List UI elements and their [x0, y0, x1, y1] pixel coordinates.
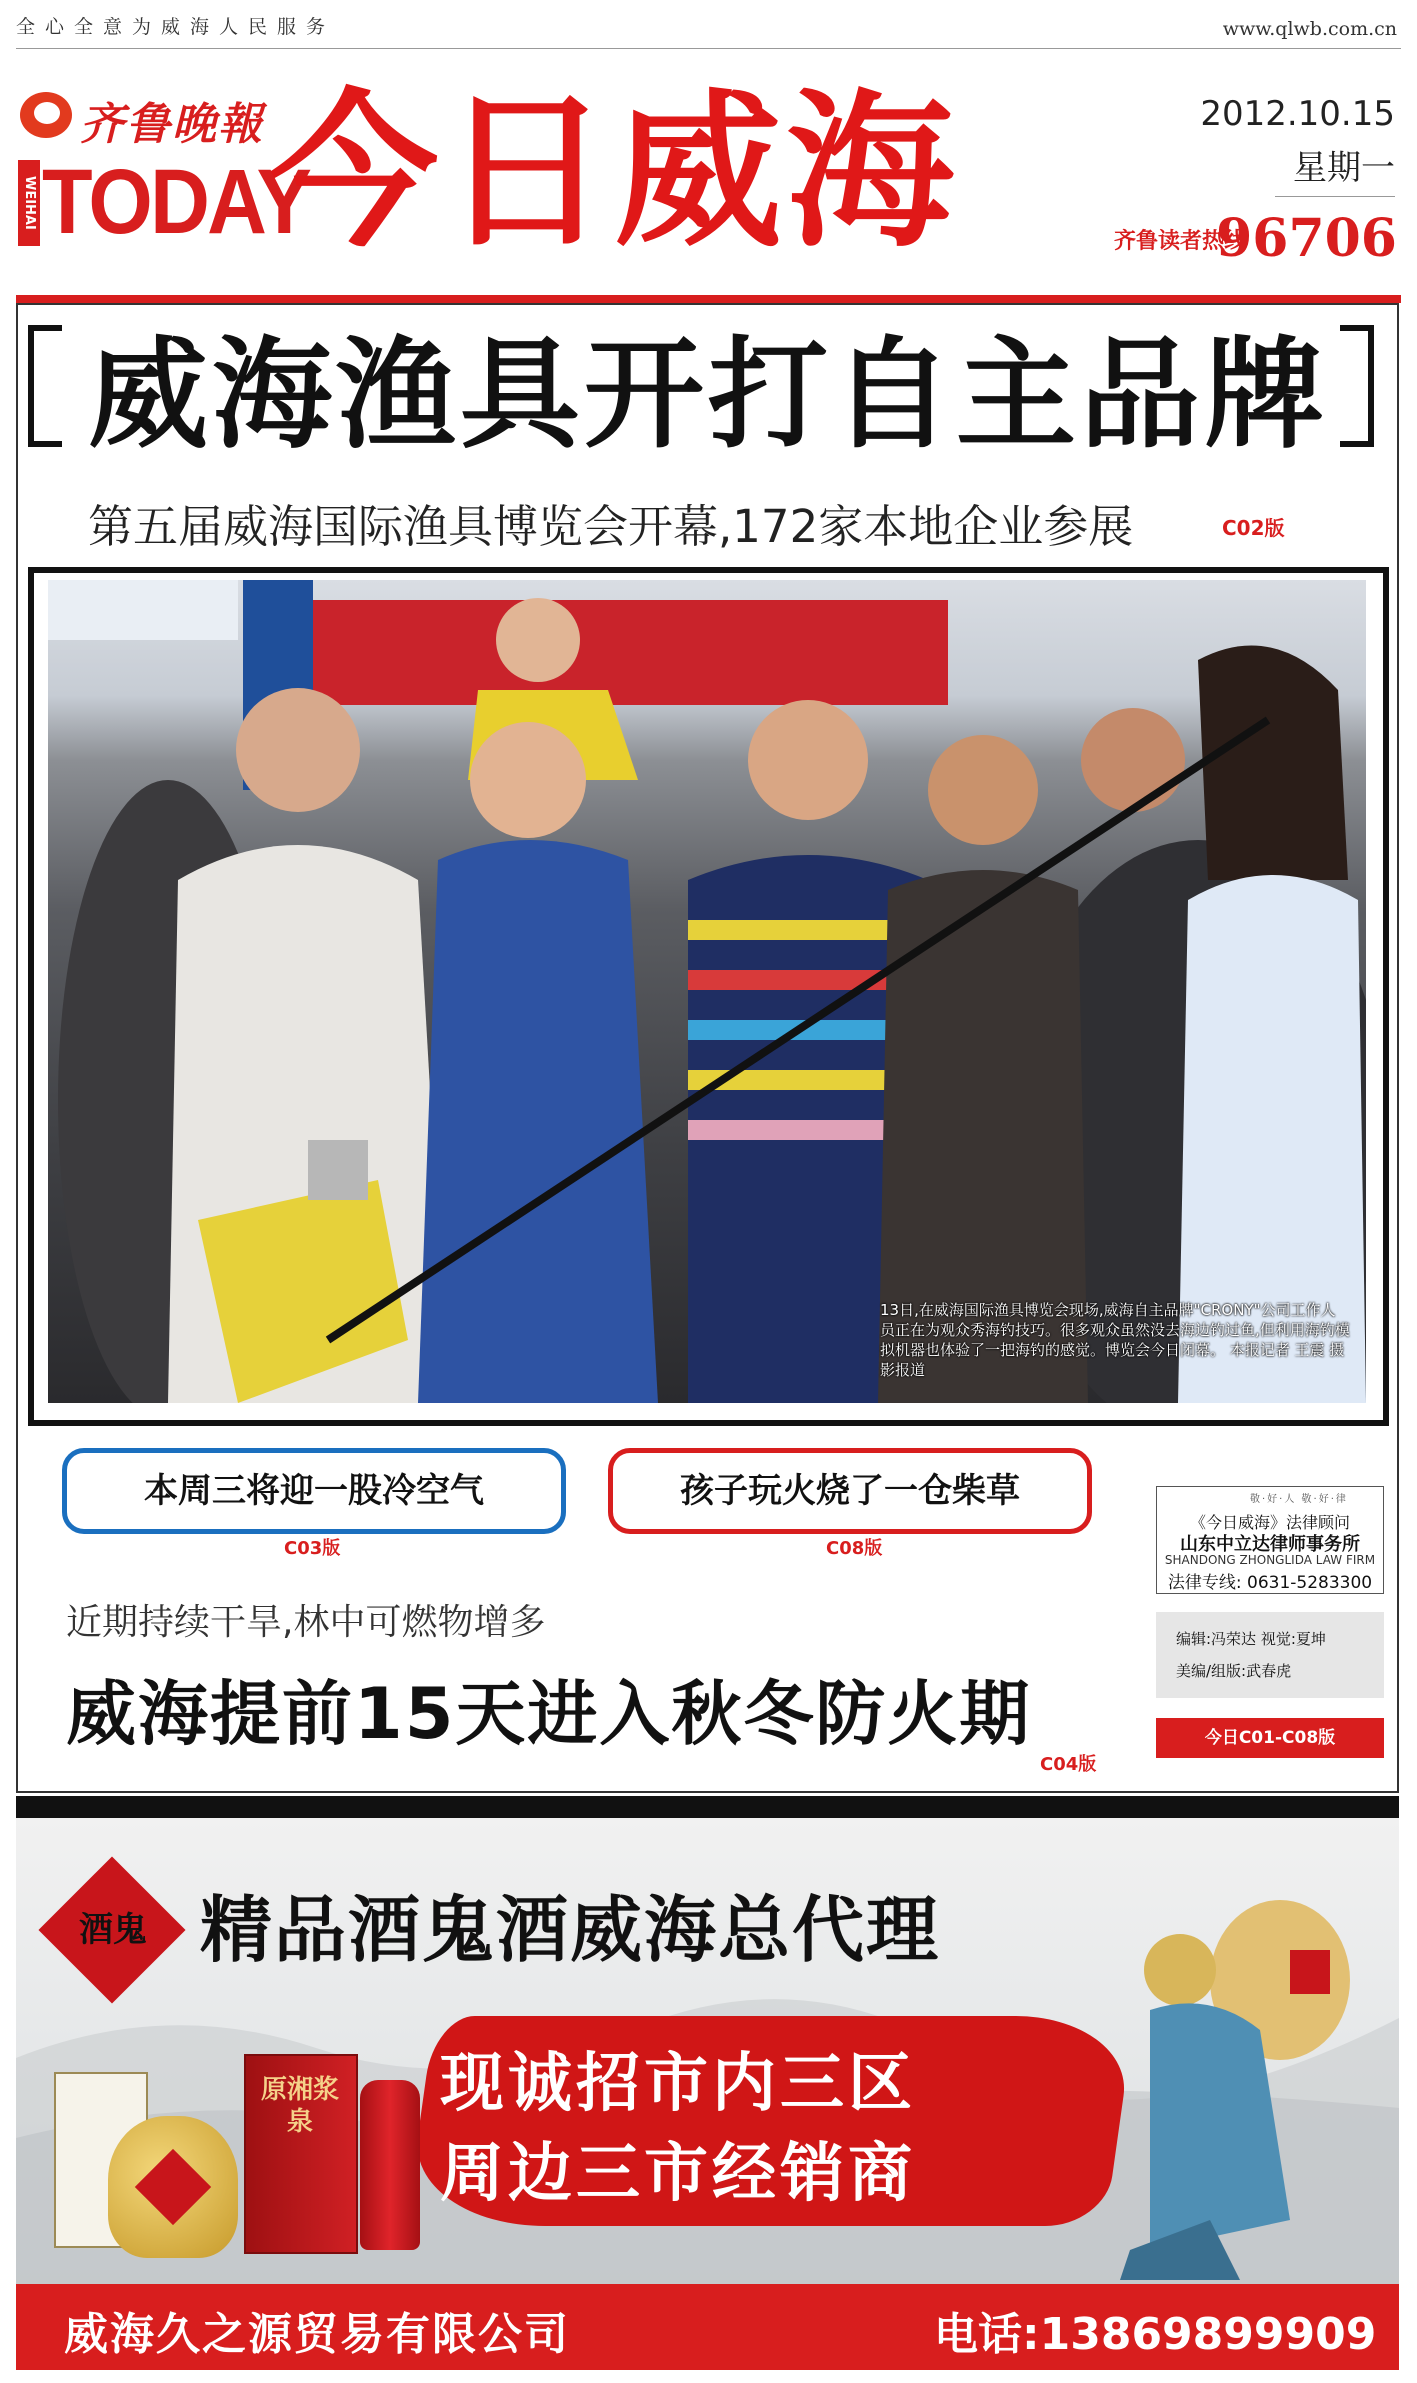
teaser-page-ref[interactable]: C03版 — [284, 1538, 341, 1559]
brand-seal-text: 酒鬼 — [79, 1910, 147, 1950]
city-vertical-label: WEIHAI — [18, 160, 40, 246]
law-firm-name: 山东中立达律师事务所 — [1180, 1534, 1360, 1555]
today-logo: TODAY — [42, 151, 310, 253]
advertiser-company: 威海久之源贸易有限公司 — [64, 2309, 570, 2360]
page-range-badge: 今日C01-C08版 — [1156, 1718, 1384, 1758]
liquor-bottle — [360, 2080, 420, 2250]
issue-date: 2012.10.15 — [1200, 94, 1395, 134]
staff-credits-box — [1156, 1612, 1384, 1698]
teaser-haystack-fire[interactable]: 孩子玩火烧了一仓柴草 — [608, 1448, 1092, 1534]
top-rule — [16, 48, 1401, 49]
hotline-label: 齐鲁读者热线 — [1114, 229, 1247, 254]
staff-credits-line: 美编/组版:武春虎 — [1176, 1662, 1292, 1680]
lead-photo[interactable] — [48, 580, 1366, 1403]
ad-slogan-line: 现诚招市内三区 — [440, 2047, 916, 2121]
lead-subhead: 第五届威海国际渔具博览会开幕,172家本地企业参展 — [88, 500, 1134, 553]
lead-page-ref[interactable]: C02版 — [1222, 516, 1285, 540]
fire-story-page-ref[interactable]: C04版 — [1040, 1754, 1097, 1775]
ad-slogan-line: 周边三市经销商 — [440, 2137, 916, 2211]
teaser-page-ref[interactable]: C08版 — [826, 1538, 883, 1559]
lead-headline[interactable]: 威海渔具开打自主品牌 — [88, 326, 1328, 465]
staff-credits-line: 编辑:冯荣达 视觉:夏坤 — [1176, 1630, 1326, 1648]
newspaper-logo-icon — [20, 92, 72, 138]
law-firm-english: SHANDONG ZHONGLIDA LAW FIRM — [1164, 1553, 1376, 1567]
masthead-red-bar — [16, 295, 1401, 303]
legal-advisor-tagline: 敬·好·人 敬·好·律 — [1250, 1494, 1348, 1505]
ad-top-bar — [16, 1796, 1399, 1818]
teaser-cold-air[interactable]: 本周三将迎一股冷空气 — [62, 1448, 566, 1534]
legal-advisor-title: 《今日威海》法律顾问 — [1189, 1513, 1350, 1532]
ad-title: 精品酒鬼酒威海总代理 — [200, 1888, 941, 1972]
masthead-slogan: 全心全意为威海人民服务 — [16, 16, 336, 38]
newspaper-brand: 齐鲁晚報 — [80, 99, 264, 150]
website-url[interactable]: www.qlwb.com.cn — [1222, 18, 1397, 40]
cartoon-figure-illustration — [1090, 1890, 1370, 2280]
issue-weekday: 星期一 — [1293, 148, 1395, 188]
hotline-number: 96706 — [1216, 208, 1397, 269]
headline-bracket-left — [28, 325, 62, 447]
section-title: 今日威海 — [270, 74, 958, 270]
photo-caption: 13日,在威海国际渔具博览会现场,威海自主品牌"CRONY"公司工作人员正在为观众秀海钓技巧。很多观众虽然没去海边钓过鱼,但利用海钓模拟机器也体验了一把海钓的感觉。博览会今日闭幕。 本报记者 王震 摄影报道 — [880, 1301, 1350, 1379]
date-rule — [1275, 196, 1395, 197]
law-firm-phone: 法律专线: 0631-5283300 — [1167, 1573, 1373, 1593]
advertiser-phone[interactable]: 电话:13869899909 — [934, 2309, 1377, 2360]
headline-bracket-right — [1340, 325, 1374, 447]
fire-story-headline[interactable]: 威海提前15天进入秋冬防火期 — [66, 1673, 1032, 1755]
liquor-box-label: 原湘浆泉 — [260, 2075, 339, 2137]
fire-story-kicker: 近期持续干旱,林中可燃物增多 — [66, 1602, 546, 1643]
